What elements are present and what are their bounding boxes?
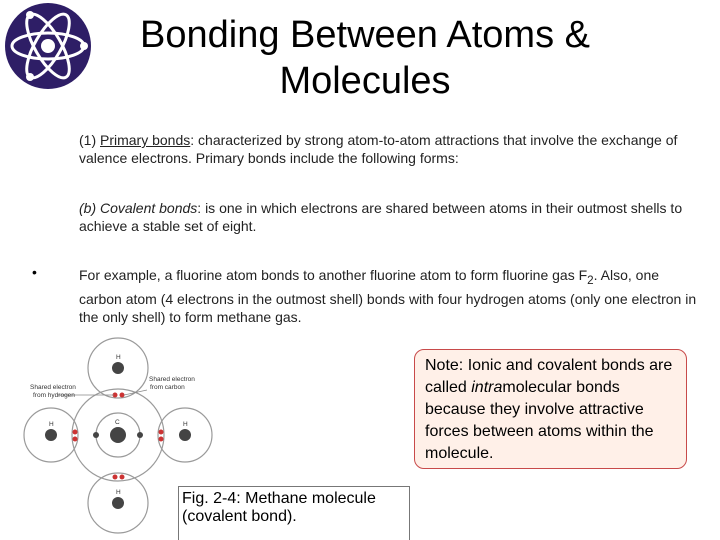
shared-electron-left-2 [73, 437, 78, 442]
hydrogen-bottom-nucleus [112, 497, 124, 509]
note-emphasis: intra [471, 379, 503, 396]
example-paragraph [79, 266, 699, 326]
atom-label-c: C [115, 419, 120, 426]
hydrogen-right-nucleus [179, 429, 191, 441]
primary-bonds-paragraph [79, 131, 699, 167]
shared-electron-left-1 [73, 430, 78, 435]
page-title [95, 12, 635, 104]
label-hydrogen-line-1: Shared electron [30, 384, 76, 391]
shared-electron-top-2 [120, 393, 125, 398]
caption-line-1: Fig. 2-4: Methane molecule [182, 490, 376, 507]
carbon-nucleus [110, 427, 126, 443]
label-carbon-line-1: Shared electron [149, 376, 195, 383]
primary-bonds-text: : characterized by strong atom-to-atom attractions that involve the exchange of valence electrons. Primary bonds include the following forms: [79, 132, 678, 166]
note-text-end: molecular bonds because they involve attractive forces between atoms within the molecule. [425, 379, 654, 462]
title-line-1: Bonding Between Atoms & [140, 14, 590, 56]
shared-electron-bottom-2 [120, 475, 125, 480]
bullet-marker: • [32, 264, 37, 280]
atom-label-h-left: H [49, 421, 54, 428]
hydrogen-top-nucleus [112, 362, 124, 374]
covalent-bonds-text: : is one in which electrons are shared between atoms in their outmost shells to achieve a stable set of eight. [79, 200, 683, 234]
atom-logo-icon [4, 2, 92, 90]
primary-bonds-prefix: (1) [79, 132, 100, 148]
shared-electron-bottom-1 [113, 475, 118, 480]
hydrogen-left-nucleus [45, 429, 57, 441]
note-box [414, 349, 687, 469]
atom-label-h-bottom: H [116, 489, 121, 496]
covalent-bonds-term: (b) Covalent bonds [79, 200, 198, 216]
atom-label-h-top: H [116, 354, 121, 361]
example-text-end: . Also, one carbon atom (4 electrons in the outmost shell) bonds with four hydrogen atoms (only one electron in the only shell) to form methane gas. [79, 267, 697, 325]
label-carbon-line-2: from carbon [150, 384, 185, 391]
covalent-bonds-paragraph [79, 199, 699, 235]
carbon-inner-electron-1 [93, 432, 99, 438]
label-hydrogen-line-2: from hydrogen [33, 392, 75, 399]
caption-line-2: (covalent bond). [182, 508, 297, 525]
example-text-start: For example, a fluorine atom bonds to another fluorine atom to form fluorine gas F [79, 267, 588, 283]
atom-label-h-right: H [183, 421, 188, 428]
figure-caption [178, 486, 410, 540]
shared-electron-right-1 [159, 430, 164, 435]
primary-bonds-term: Primary bonds [100, 132, 191, 148]
fluorine-subscript: 2 [587, 273, 594, 287]
note-text-start: Note: Ionic and covalent bonds are called [425, 357, 673, 396]
carbon-inner-electron-2 [137, 432, 143, 438]
title-line-2: Molecules [279, 60, 451, 102]
pointer-carbon-label [124, 390, 147, 395]
shared-electron-right-2 [159, 437, 164, 442]
